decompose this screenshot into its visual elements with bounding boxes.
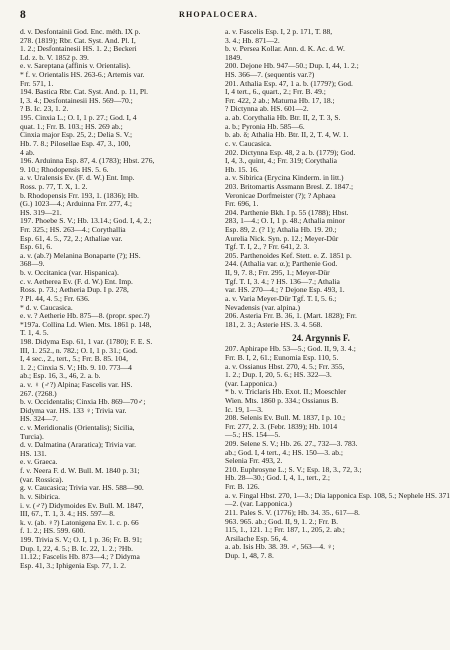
text-line: 1. 2.; Dup. I, 20, 5. 6.; HS. 322—3. xyxy=(225,370,332,380)
text-line: ? B. Ic. 23, 1. 2. xyxy=(20,104,69,114)
text-line: HS. 131. xyxy=(20,448,47,458)
text-line: a. v. Fingal Hbst. 270, 1—3.; Dia lapponica Esp. 108, 5.; Nephele HS. 371 xyxy=(225,490,450,500)
text-line: a. v. Ossianus Hbst. 270, 4. 5.; Frr. 355, xyxy=(225,361,345,371)
text-line: Ross. p. 73.; Aetheria Dup. I p. 278, xyxy=(20,285,129,295)
text-line: III, 67., T. 1, 3. 4.; HS. 597—8. xyxy=(20,509,115,519)
text-line: a. v. (ab.?) Melanina Bonaparte (?); HS. xyxy=(20,250,141,260)
text-line: 1. 2.; Desfontainesii HS. 1. 2.; Beckeri xyxy=(20,44,137,54)
text-line: f. 1. 2.; HS. 599. 600. xyxy=(20,526,86,536)
text-line: I, 4 tert., 6., quart., 2.; Frr. B. 49.; xyxy=(225,87,326,97)
text-line: a. ab. Isis Hb. 38. 39. ♂, 563—4. ♀; xyxy=(225,542,335,552)
text-line: * f. v. Orientalis HS. 263-6.; Artemis var. xyxy=(20,70,145,80)
running-head: RHOPALOCERA. xyxy=(179,10,258,19)
text-line: Wien. Mts. 1860 p. 334.; Ossianus B. xyxy=(225,395,339,405)
text-line: Arsilache Esp. 56, 4. xyxy=(225,533,288,543)
text-line: 197. Phoebe S. V.; Hb. 13.14.; God. I, 4, 2.; xyxy=(20,216,152,226)
text-line: ab.; Esp. 16, 3., 46, 2. a. b. xyxy=(20,371,101,381)
text-line: Frr. 422, 2 ab.; Maturna Hb. 17, 18.; xyxy=(225,95,335,105)
text-line: 1. 2.; Cinxia S. V.; Hb. 9. 10. 773—4 xyxy=(20,362,132,372)
text-line: 209. Selene S. V.; Hb. 26. 27., 732—3. 783. xyxy=(225,439,358,449)
text-line: b. Rhodopensis Frr. 193, 1. (1836); Hb. xyxy=(20,190,139,200)
text-line: Dup. 1, 48, 7. 8. xyxy=(225,550,274,560)
text-line: Aurelia Nick. Syn. p. 12.; Meyer-Dür xyxy=(225,233,339,243)
text-line: Nevadensis (var. alpina.) xyxy=(225,302,301,312)
text-line: 9. 10.; Rhodopensis HS. 5. 6. xyxy=(20,164,109,174)
text-line: HS. 319—21. xyxy=(20,207,62,217)
text-line: a. v. ♀ (♂?) Alpina; Fascelis var. HS. xyxy=(20,379,133,389)
page-number: 8 xyxy=(20,9,26,21)
text-line: Selenia Frr. 493, 2. xyxy=(225,456,283,466)
text-line: a. ab. Corythalia Hb. Btr. II, 2, T. 3, S. xyxy=(225,113,341,123)
text-line: 199. Trivia S. V.; O. I, 1 p. 36; Fr. B. 91; xyxy=(20,534,142,544)
text-line: Frr. 277, 2. 3. (Febr. 1839); Hb. 1014 xyxy=(225,421,338,431)
text-line: Tgf. T. I, 3. 4.; ? HS. 136—7.; Athalia xyxy=(225,276,340,286)
section-heading: 24. Argynnis F. xyxy=(292,333,350,344)
text-line: 205. Parthenoides Kef. Stett. e. Z. 1851 p. xyxy=(225,250,352,260)
text-line: 3. 4.; Hb. 871—2. xyxy=(225,35,280,45)
text-line: Hb. 7. 8.; Pilosellae Esp. 47, 3., 100, xyxy=(20,138,131,148)
text-line: 963. 965. ab.; God. II, 9, 1. 2.; Frr. B. xyxy=(225,516,338,526)
text-line: 201. Athalia Esp. 47, 1 a. b. (1779?); God. xyxy=(225,78,353,88)
text-line: HS. 366—7. (sequentis var.?) xyxy=(225,70,315,80)
text-line: quat. 1.; Frr. B. 103.; HS. 269 ab.; xyxy=(20,121,123,131)
text-line: 11.12.; Fascelis Hb. 873—4.; ? Didyma xyxy=(20,552,140,562)
text-line: * b. v. Triclaris Hb. Exot. II.; Moeschler xyxy=(225,387,347,397)
text-line: 181, 2. 3.; Asterie HS. 3. 4. 568. xyxy=(225,319,323,329)
text-line: Cinxia major Esp. 25, 2.; Delia S. V.; xyxy=(20,130,133,140)
text-line: c. v. Meridionalis (Orientalis); Sicilia, xyxy=(20,423,135,433)
text-line: a. v. Sibirica (Erycina Kinderm. in litt.) xyxy=(225,173,344,183)
text-line: —5.; HS. 154—5. xyxy=(225,430,281,440)
text-line: Hb. 15. 16. xyxy=(225,164,259,174)
text-line: Ld. z. b. V. 1852 p. 39. xyxy=(20,52,89,62)
text-line: —2. (var. Lapponica.) xyxy=(225,499,292,509)
text-line: c. v. Caucasica. xyxy=(225,138,272,148)
text-line: *197a. Collina Ld. Wien. Mts. 1861 p. 148, xyxy=(20,319,152,329)
text-line: 368—9. xyxy=(20,259,45,269)
text-line: 210. Euphrosyne L.; S. V.; Esp. 18, 3., 72, 3.; xyxy=(225,464,362,474)
text-line: 202. Dictynna Esp. 48, 2 a. b. (1779); God. xyxy=(225,147,356,157)
text-line: HS. 324—7. xyxy=(20,414,58,424)
text-line: Ross. p. 77, T. X, 1. 2. xyxy=(20,181,88,191)
left-column xyxy=(20,28,212,570)
text-line: Esp. 61, 6. xyxy=(20,242,53,252)
text-line: I, 4 sec., 2., tert., 5.; Frr. B. 85. 104, xyxy=(20,354,128,364)
text-line: Ic. 19, 1—3. xyxy=(225,404,263,414)
text-line: Esp. 41, 3.; Iphigenia Esp. 77, 1. 2. xyxy=(20,560,127,570)
text-line: (var. Rossica). xyxy=(20,474,64,484)
text-line: 203. Britomartis Assmann Bresl. Z. 1847.; xyxy=(225,181,354,191)
text-line: T. 1, 4. 5. xyxy=(20,328,49,338)
text-line: e. v. ? Aetherie Hb. 875—8. (propr. spec.?) xyxy=(20,311,150,321)
text-line: 195. Cinxia L.; O. I, 1 p. 27.; God. I, 4 xyxy=(20,113,137,123)
text-line: a. v. Varia Meyer-Dür Tgf. T. I, 5. 6.; xyxy=(225,293,337,303)
text-line: 115, 1., 121. 1.; Frr. 187, 1., 205, 2. ab.; xyxy=(225,525,345,535)
text-line: e. v. Sareptana (affinis v. Orientalis). xyxy=(20,61,131,71)
text-line: I, 3. 4.; Desfontainesii HS. 569—70.; xyxy=(20,95,133,105)
text-line: (G.) 1023—4.; Arduinna Frr. 277, 4.; xyxy=(20,199,132,209)
text-line: (var. Lapponica.) xyxy=(225,378,277,388)
text-line: ? Pl. 44, 4. 5.; Frr. 636. xyxy=(20,293,90,303)
text-line: * d. v. Caucasica. xyxy=(20,302,73,312)
text-line: ? Dictynna ab. HS. 601—2. xyxy=(225,104,309,114)
text-line: Veronicae Dorfmeister (?); ? Aphaea xyxy=(225,190,336,200)
text-line: k. v. (ab. ♀?) Latonigena Ev. 1. c. p. 66 xyxy=(20,517,139,527)
text-line: a. v. Fascelis Esp. I, 2 p. 171, T. 88, xyxy=(225,27,333,36)
text-line: 208. Selenis Ev. Bull. M. 1837, I p. 10.; xyxy=(225,413,346,423)
text-line: h. v. Sibirica. xyxy=(20,491,60,501)
text-line: 198. Didyma Esp. 61, 1 var. (1780); F. E. S. xyxy=(20,336,153,346)
text-line: Frr. 571, 1. xyxy=(20,78,54,88)
text-line: 211. Pales S. V. (1776); Hb. 34. 35., 617—8. xyxy=(225,507,360,517)
text-line: 4 ab. xyxy=(20,147,35,157)
text-line: Esp. 89, 2. (? 1); Athalia Hb. 19. 20.; xyxy=(225,225,337,235)
text-line: b. v. Persea Kollar. Ann. d. K. Ac. d. W. xyxy=(225,44,345,54)
text-line: i. v. (♂?) Didymoides Ev. Bull. M. 1847, xyxy=(20,500,144,510)
text-line: Esp. 61, 4. 5., 72, 2.; Athaliae var. xyxy=(20,233,123,243)
text-line: 278. (1819); Rbr. Cat. Syst. And. Pl. I, xyxy=(20,35,136,45)
page-header xyxy=(20,9,417,23)
text-line: Dup. I, 22, 4. 5.; B. Ic. 22, 1. 2.; ?Hb. xyxy=(20,543,133,553)
text-line: 207. Aphirape Hb. 53—5.; God. II, 9, 3. 4.; xyxy=(225,344,356,354)
text-line: var. HS. 270—4.; ? Dejone Esp. 493, 1. xyxy=(225,285,345,295)
text-line: 204. Parthenie Bkh. I p. 55 (1788); Hbst. xyxy=(225,207,349,217)
text-line: Frr. 325.; HS. 263—4.; Corythallia xyxy=(20,225,126,235)
text-line: b. v. Occitanica (var. Hispanica). xyxy=(20,268,119,278)
text-line: b. v. Occidentalis; Cinxia Hb. 869—70♂; xyxy=(20,397,146,407)
text-line: 283, 1—4.; O. I, 1 p. 48.; Athalia minor xyxy=(225,216,345,226)
text-line: III, 1. 252., n. 782.; O. I, 1 p. 31.; God. xyxy=(20,345,138,355)
text-line: 244. (Athalia var. α.); Parthenie God. xyxy=(225,259,338,269)
text-line: 1849. xyxy=(225,52,242,62)
text-line: I, 4, 3., quint, 4.; Frr. 319; Corythalia xyxy=(225,156,337,166)
text-line: Tgf. T. I, 2., ? Frr. 641, 2. 3. xyxy=(225,242,310,252)
text-line: e. v. Graeca. xyxy=(20,457,58,467)
text-line: g. v. Caucasica; Trivia var. HS. 588—90. xyxy=(20,483,144,493)
text-line: 267. (?268.) xyxy=(20,388,57,398)
text-line: ab.; God. I, 4 tert., 4.; HS. 150—3. ab.; xyxy=(225,447,344,457)
text-line: c. v. Aetherea Ev. (F. d. W.) Ent. Imp. xyxy=(20,276,133,286)
text-line: 196. Arduinna Esp. 87, 4. (1783); Hbst. 276, xyxy=(20,156,155,166)
text-line: 194. Bastica Rbr. Cat. Syst. And. p. 11, Pl. xyxy=(20,87,149,97)
right-column xyxy=(225,27,450,570)
text-line: f. v. Neera F. d. W. Bull. M. 1840 p. 31; xyxy=(20,466,140,476)
text-line: Frr. B. I, 2, 61.; Eunomia Esp. 110, 5. xyxy=(225,352,339,362)
text-line: Frr. B. 126. xyxy=(225,482,260,492)
text-line: a. b.; Pyronia Hb. 585—6. xyxy=(225,121,305,131)
text-line: 206. Asteria Frr. B. 36, 1. (Mart. 1828); Frr. xyxy=(225,311,357,321)
text-line: Hb. 28—30.; God. I, 4, 1., tert., 2.; xyxy=(225,473,331,483)
text-line: Turcia). xyxy=(20,431,44,441)
text-line: b. ab. δ; Athalia Hb. Btr. II, 2, T. 4, W. 1. xyxy=(225,130,349,140)
text-line: d. v. Dalmatina (Araratica); Trivia var. xyxy=(20,440,137,450)
text-line: Didyma var. HS. 133 ♀; Trivia var. xyxy=(20,405,127,415)
text-line: II, 9, 7. 8.; Frr. 295, 1.; Meyer-Dür xyxy=(225,268,330,278)
text-line: 200. Dejone Hb. 947—50.; Dup. I, 44, 1. 2.; xyxy=(225,61,359,71)
text-line: Frr. 696, 1. xyxy=(225,199,259,209)
two-column-body xyxy=(20,27,450,570)
text-line: d. v. Desfontainii God. Enc. méth. IX p. xyxy=(20,27,141,36)
text-line: a. v. Uralensis Ev. (F. d. W.) Ent. Imp. xyxy=(20,173,135,183)
